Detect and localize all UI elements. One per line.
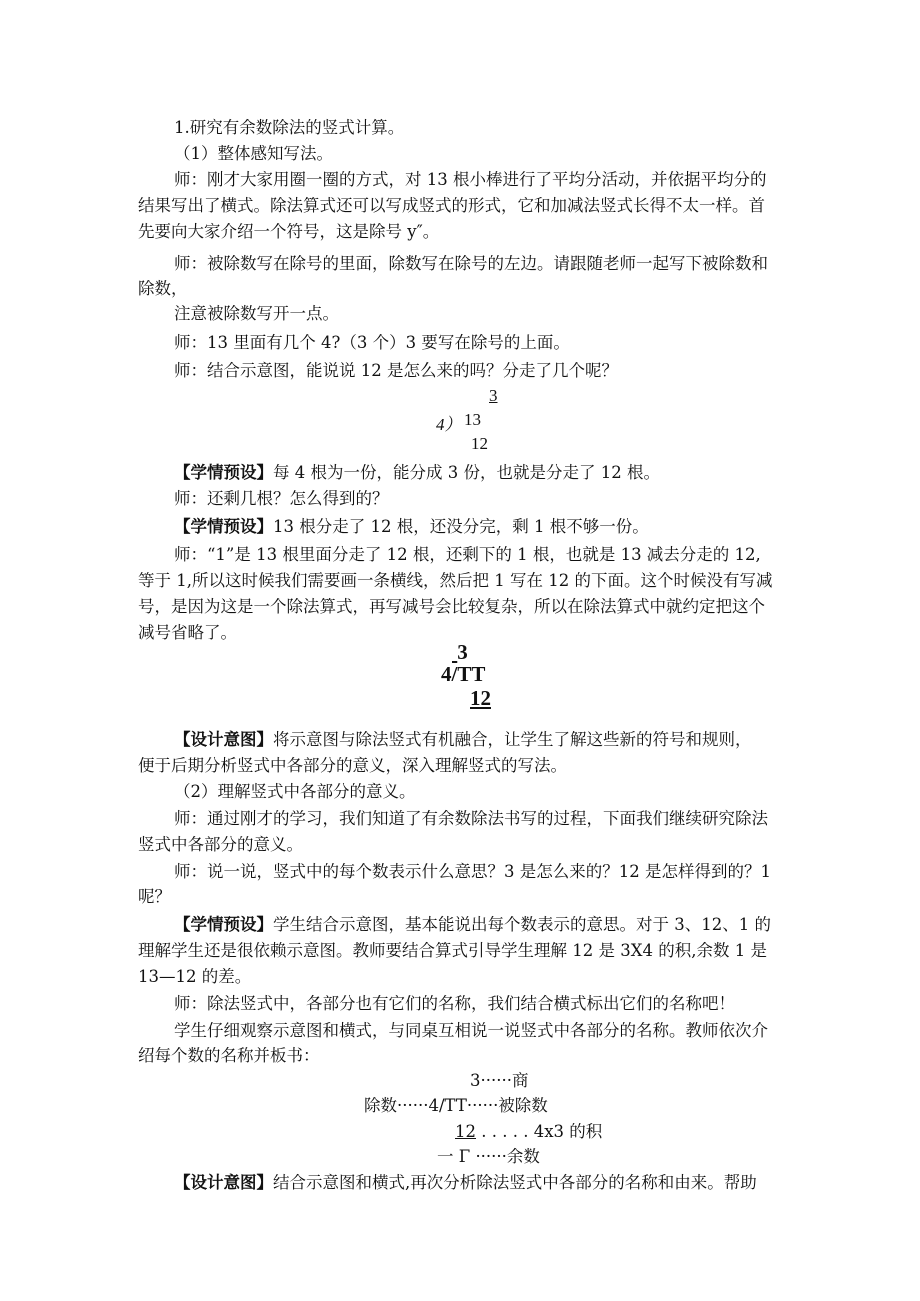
paragraph-line: 师：结合示意图，能说说 12 是怎么来的吗？分走了几个呢？ [174,361,618,380]
product-1: 12 [471,434,488,453]
tag-label: 【学情预设】 [174,517,273,536]
paragraph-line: 学生仔细观察示意图和横式，与同桌互相说一说竖式中各部分的名称。教师依次介 [174,1021,768,1040]
tag-text: 将示意图与除法竖式有机融合，让学生了解这些新的符号和规则， [273,730,752,749]
paragraph-line: 师：被除数写在除号的里面，除数写在除号的左边。请跟随老师一起写下被除数和 [174,254,768,273]
paragraph-line: 13—12 的差。 [138,967,252,986]
division-line-2: 4/TT [441,662,486,686]
tag-text: 13 根分走了 12 根，还没分完，剩 1 根不够一份。 [273,517,649,536]
paragraph-line: 注意被除数写开一点。 [174,304,339,323]
board-product-line [455,1119,602,1144]
paragraph-line: 师：13 里面有几个 4?（3 个）3 要写在除号的上面。 [174,333,570,352]
board-remainder-line: 一 Γ ······余数 [437,1147,540,1166]
paragraph-line [138,460,788,485]
board-product-label: . . . . . 4x3 的积 [476,1122,603,1141]
tag-text: 学生结合示意图，基本能说出每个数表示的意思。对于 3、12、1 的 [273,915,771,934]
quotient-2-digit: 3 [457,640,468,664]
tag-label: 【学情预设】 [174,463,273,482]
paragraph-line: 师：“1”是 13 根里面分走了 12 根，还剩下的 1 根，也就是 13 减去分走的 12, [174,545,761,564]
board-quotient: 3······商 [470,1071,529,1090]
paragraph-line: 理解学生还是很依赖示意图。教师要结合算式引导学生理解 12 是 3X4 的积,余数 1 是 [138,941,767,960]
paragraph-line: 师：还剩几根？怎么得到的？ [174,489,389,508]
paragraph-line: 呢？ [138,887,171,906]
dividend-1: 13 [464,410,481,429]
paragraph-line: 绍每个数的名称并板书： [138,1046,320,1065]
paragraph-line: 便于后期分析竖式中各部分的意义，深入理解竖式的写法。 [138,756,567,775]
paragraph-line: 等于 1,所以这时候我们需要画一条横线，然后把 1 写在 12 的下面。这个时候没有写减 [138,571,773,590]
paragraph-line: 号，是因为这是一个除法算式，再写减号会比较复杂，所以在除法算式中就约定把这个 [138,597,765,616]
paragraph-line: 师：通过刚才的学习，我们知道了有余数除法书写的过程，下面我们继续研究除法 [174,809,768,828]
paragraph-line: 师：刚才大家用圈一圈的方式，对 13 根小棒进行了平均分活动，并依据平均分的 [174,170,767,189]
product-2: 12 [470,686,491,710]
paragraph-line: 先要向大家介绍一个符号，这是除号 y″。 [138,222,440,241]
section-heading: 1.研究有余数除法的竖式计算。 [174,118,405,137]
paragraph-line: 师：除法竖式中，各部分也有它们的名称，我们结合横式标出它们的名称吧！ [174,994,735,1013]
paragraph-line: 减号省略了。 [138,623,237,642]
paragraph-line [138,514,788,539]
paragraph-line: 结果写出了横式。除法算式还可以写成竖式的形式，它和加减法竖式长得不太一样。首 [138,196,765,215]
paragraph-line: 竖式中各部分的意义。 [138,835,303,854]
subsection-heading: （2）理解竖式中各部分的意义。 [174,782,416,801]
paragraph-line: 除数， [138,279,188,298]
paragraph-line [138,727,788,752]
tag-text: 每 4 根为一份，能分成 3 份，也就是分走了 12 根。 [273,463,660,482]
board-dividend-line: 除数······4/TT······被除数 [364,1096,548,1115]
tag-label: 【设计意图】 [174,730,273,749]
paragraph-line: 师：说一说，竖式中的每个数表示什么意思？3 是怎么来的？12 是怎样得到的？1 [174,862,771,881]
quotient-1: 3 [489,386,498,405]
paragraph-line [138,912,788,937]
tag-text: 结合示意图和横式,再次分析除法竖式中各部分的名称和由来。帮助 [273,1173,757,1192]
tag-label: 【学情预设】 [174,915,273,934]
subsection-heading: （1）整体感知写法。 [174,144,333,163]
paragraph-line [138,1170,788,1195]
tag-label: 【设计意图】 [174,1173,273,1192]
divisor-1: 4） [436,415,462,434]
board-product-num: 12 [455,1122,476,1141]
